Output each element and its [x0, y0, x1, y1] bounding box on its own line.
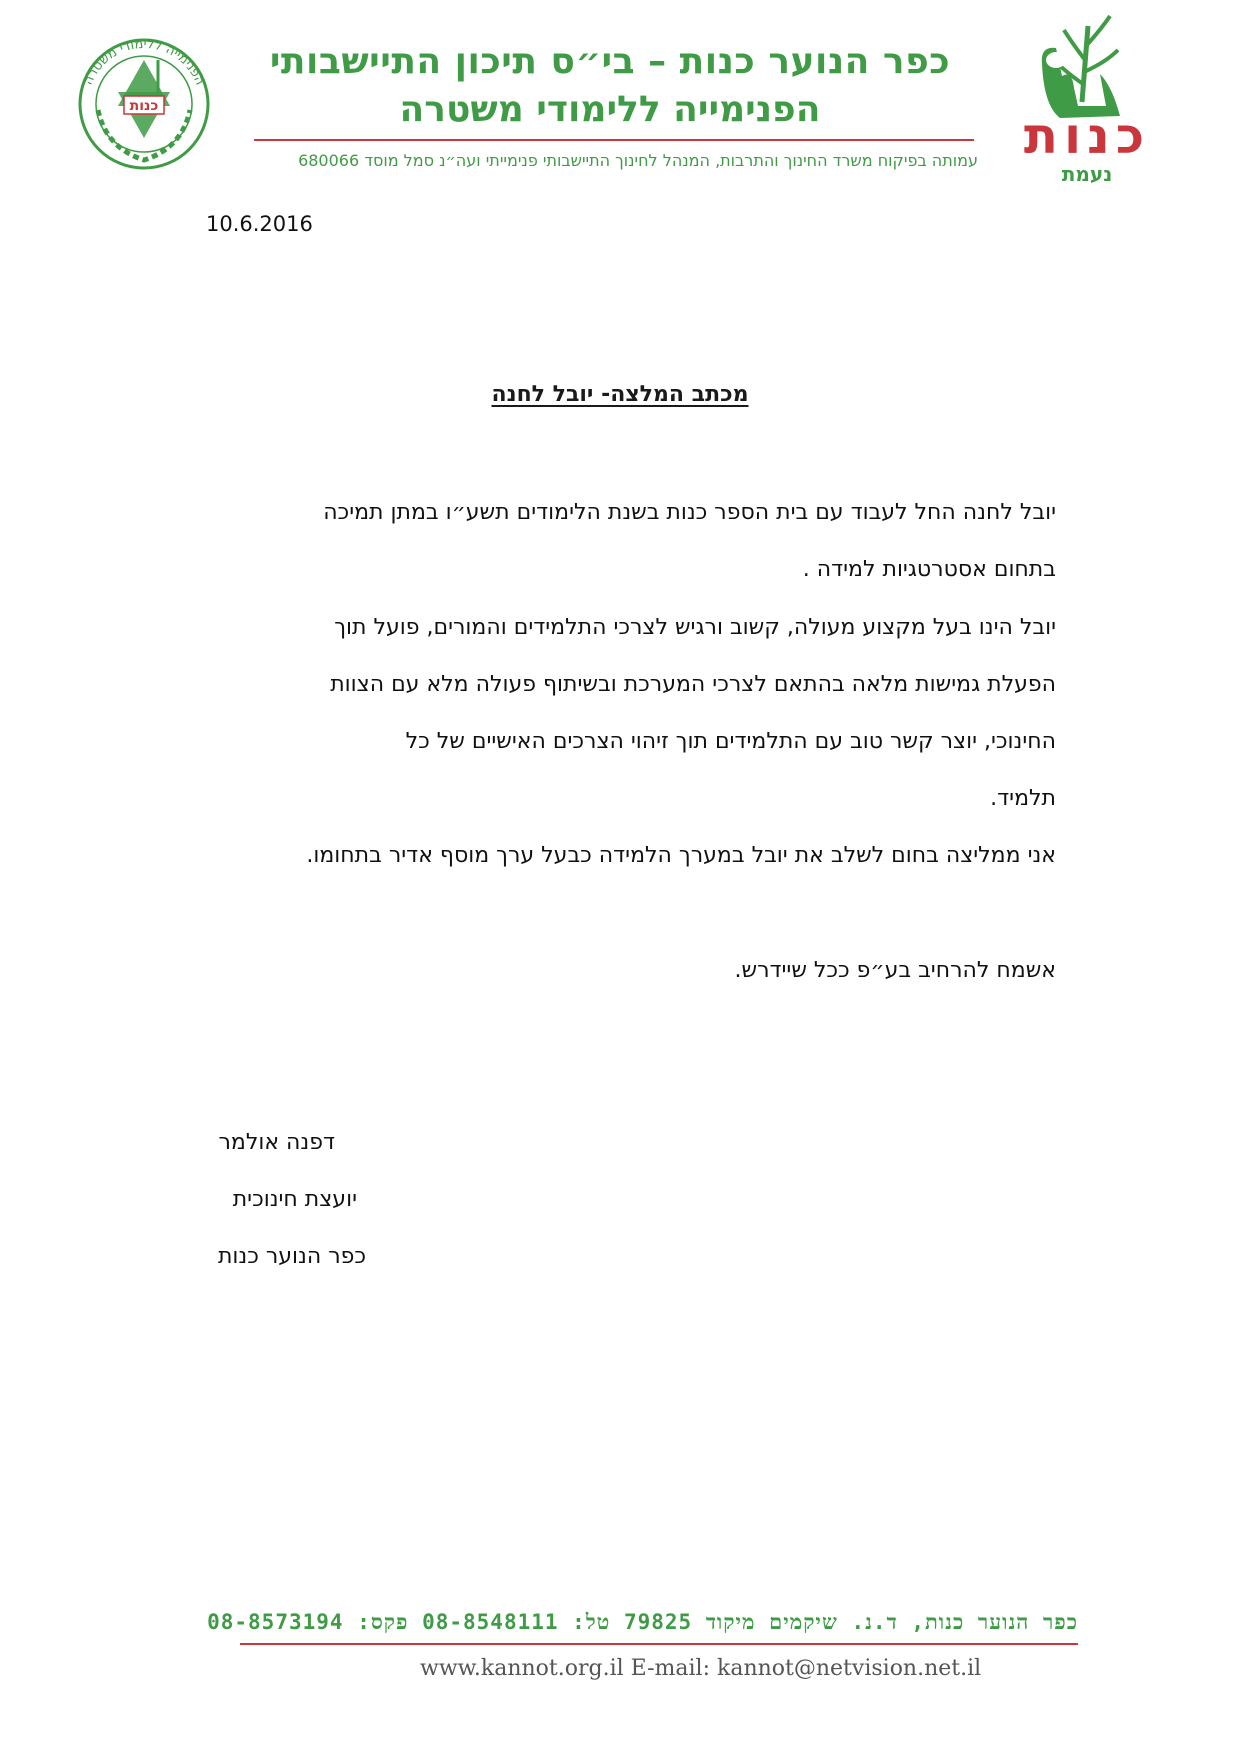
header-title-line2: הפנימייה ללימודי משטרה	[399, 89, 821, 130]
naamat-text: נעמת	[1061, 162, 1113, 186]
emblem-center-text: כנות	[129, 98, 159, 114]
letter-date: 10.6.2016	[206, 212, 313, 236]
paragraph-line: יובל לחנה החל לעבוד עם בית הספר כנות בשנת הלימודים תשע״ו במתן תמיכה	[323, 500, 1056, 525]
paragraph-line: יובל הינו בעל מקצוע מעולה, קשוב ורגיש לצרכי התלמידים והמורים, פועל תוך	[334, 615, 1056, 640]
paragraph-line: תלמיד.	[990, 786, 1056, 811]
paragraph-line: בתחום אסטרטגיות למידה .	[802, 557, 1056, 582]
signature-org: כפר הנוער כנות	[217, 1244, 366, 1269]
closing-line: אשמח להרחיב בע״פ ככל שיידרש.	[734, 958, 1056, 983]
header-title-line1: כפר הנוער כנות – בי״ס תיכון התיישבותי	[269, 41, 951, 82]
paragraph-line: החינוכי, יוצר קשר טוב עם התלמידים תוך זיהוי הצרכים האישיים של כל	[405, 729, 1056, 754]
paragraph-line: הפעלת גמישות מלאה בהתאם לצרכי המערכת ובשיתוף פעולה מלא עם הצוות	[330, 672, 1056, 697]
letter-subject: מכתב המלצה- יובל לחנה	[491, 382, 749, 407]
signature-role: יועצת חינוכית	[232, 1187, 357, 1212]
kanot-logo	[1002, 6, 1162, 192]
police-emblem-icon	[66, 30, 222, 182]
paragraph-line: אני ממליצה בחום לשלב את יובל במערך הלמידה כבעל ערך מוסף אדיר בתחומו.	[306, 843, 1056, 868]
emblem-arc-text: הפנימייה ללימודי משטרה	[80, 36, 208, 88]
footer-web-email: www.kannot.org.il E-mail: kannot@netvision.net.il	[420, 1656, 982, 1681]
kanot-logo-text: כנות	[1023, 107, 1151, 165]
police-emblem-logo	[66, 30, 222, 182]
footer-divider	[240, 1643, 1078, 1645]
header-divider	[254, 139, 974, 141]
footer-address: כפר הנוער כנות, ד.נ. שיקמים מיקוד 79825 טל: 08-8548111 פקס: 08-8573194	[207, 1610, 1078, 1634]
signature-name: דפנה אולמר	[218, 1130, 335, 1155]
header-subline: עמותה בפיקוח משרד החינוך והתרבות, המנהל לחינוך התיישבותי פנימייתי ועה״נ סמל מוסד 680066	[298, 151, 978, 170]
